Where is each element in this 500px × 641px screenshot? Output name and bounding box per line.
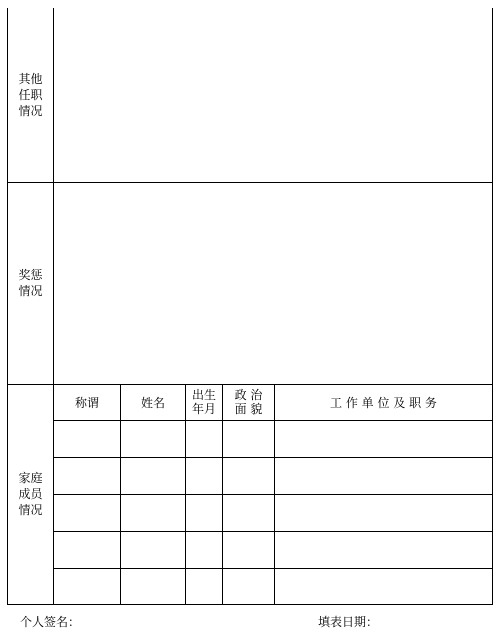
table-row[interactable] — [54, 421, 492, 457]
table-row[interactable] — [54, 495, 492, 531]
header-political-line1: 政 治 — [234, 388, 263, 402]
header-birth-line2: 年月 — [191, 402, 216, 416]
rewards-penalties-label — [8, 267, 53, 299]
other-positions-label-line3: 情况 — [18, 104, 43, 118]
table-row[interactable] — [54, 458, 492, 494]
header-political-line2: 面 貌 — [234, 402, 263, 416]
header-birth-line1: 出生 — [191, 388, 216, 402]
date-label: 填表日期： — [318, 615, 379, 629]
frame-bottom-border — [7, 604, 493, 605]
section-divider-2 — [7, 384, 493, 385]
family-label-line2: 成员 — [18, 487, 43, 501]
family-label-line1: 家庭 — [18, 471, 43, 485]
rewards-penalties-label-line2: 情况 — [18, 284, 43, 298]
header-birth — [186, 388, 222, 416]
rewards-penalties-content[interactable] — [54, 183, 492, 384]
signature-label: 个人签名： — [20, 615, 81, 629]
frame-right-border — [492, 8, 493, 605]
other-positions-label — [8, 71, 53, 119]
family-label — [8, 470, 53, 518]
table-row[interactable] — [54, 532, 492, 568]
other-positions-label-line1: 其他 — [18, 72, 43, 86]
table-row[interactable] — [54, 569, 492, 604]
other-positions-label-line2: 任职 — [18, 88, 43, 102]
header-political — [223, 388, 274, 416]
rewards-penalties-label-line1: 奖惩 — [18, 268, 43, 282]
family-label-line3: 情况 — [18, 503, 43, 517]
other-positions-content[interactable] — [54, 9, 492, 182]
header-title: 称谓 — [74, 396, 99, 410]
header-name: 姓名 — [140, 396, 165, 410]
header-work: 工 作 单 位 及 职 务 — [330, 396, 437, 410]
